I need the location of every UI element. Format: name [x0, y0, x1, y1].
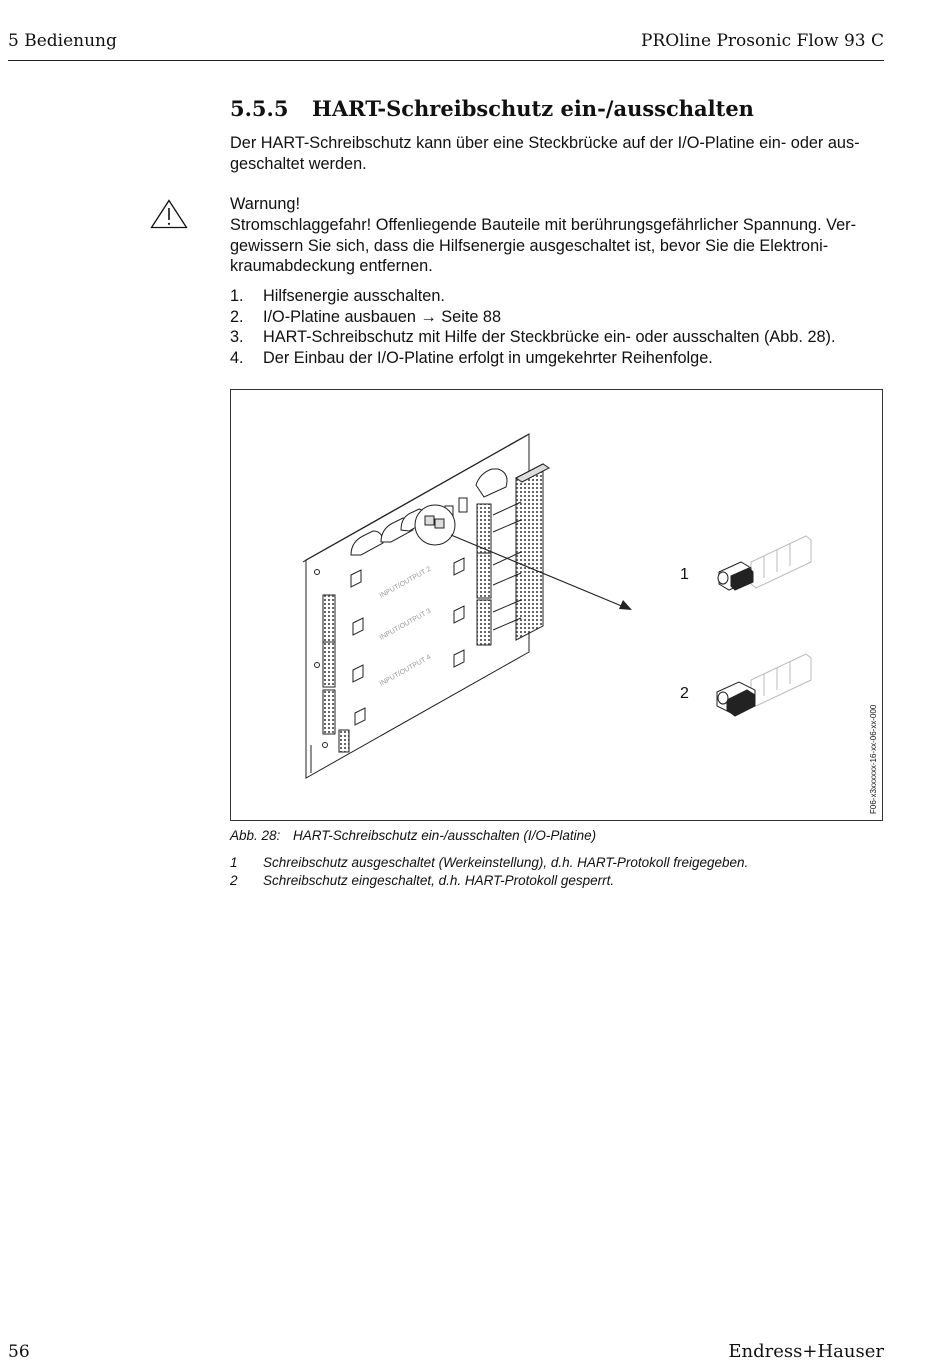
step-item	[230, 307, 890, 328]
figure-legend	[230, 854, 748, 890]
legend-text: Schreibschutz eingeschaltet, d.h. HART-Protokoll gesperrt.	[263, 873, 615, 888]
figure-io-board	[230, 389, 883, 821]
step-item	[230, 286, 890, 307]
header-product: PROline Prosonic Flow 93 C	[641, 31, 884, 51]
warning-title: Warnung!	[230, 195, 300, 213]
step-item	[230, 327, 890, 348]
step-number: 4.	[230, 348, 244, 367]
header-rule	[8, 60, 884, 61]
step-text: HART-Schreibschutz mit Hilfe der Steckbrücke ein- oder ausschalten (Abb. 28).	[263, 328, 836, 346]
step-text: I/O-Platine ausbauen → Seite 88	[263, 307, 502, 326]
figure-label-2: 2	[680, 685, 689, 702]
figure-caption	[230, 828, 596, 843]
section-number: 5.5.5	[230, 96, 289, 121]
steps-list	[230, 286, 890, 368]
legend-number: 1	[230, 855, 238, 870]
jumper-detail-2	[717, 654, 811, 716]
warning-text: Stromschlaggefahr! Offenliegende Bauteile mit berührungsgefährlicher Spannung. Vergewissern Sie sich, dass die Hilfsenergie ausgeschaltet ist, bevor Sie die Elektronikraumabdeckung entfernen.	[230, 216, 857, 275]
step-number: 2.	[230, 307, 244, 326]
intro-paragraph: Der HART-Schreibschutz kann über eine Steckbrücke auf der I/O-Platine ein- oder ausgeschaltet werden.	[230, 134, 860, 173]
legend-text: Schreibschutz ausgeschaltet (Werkeinstellung), d.h. HART-Protokoll freigegeben.	[263, 855, 749, 870]
legend-number: 2	[230, 873, 238, 888]
board-label-io4: INPUT/OUTPUT 4	[378, 653, 433, 688]
jumper-detail-1	[718, 536, 811, 590]
figure-id: F06-x3xxxxxx-16-xx-06-xx-000	[869, 704, 878, 814]
board-label-io2: INPUT/OUTPUT 2	[378, 565, 433, 600]
step-item	[230, 348, 890, 369]
legend-item	[230, 854, 748, 872]
warning-triangle-icon	[150, 199, 188, 229]
header-chapter: 5 Bedienung	[8, 31, 117, 51]
step-text: Hilfsenergie ausschalten.	[263, 287, 445, 305]
brand-logo: Endress+Hauser	[728, 1341, 884, 1362]
figure-label-1: 1	[680, 566, 689, 583]
step-number: 1.	[230, 287, 244, 305]
jumper-highlight	[415, 505, 455, 545]
caption-label: Abb. 28:	[230, 828, 281, 843]
page-number: 56	[8, 1342, 30, 1362]
caption-text: HART-Schreibschutz ein-/ausschalten (I/O-Platine)	[293, 828, 597, 843]
io-board	[303, 434, 549, 778]
legend-item	[230, 872, 748, 890]
io-board-illustration	[231, 390, 884, 822]
step-number: 3.	[230, 328, 244, 346]
board-label-io3: INPUT/OUTPUT 3	[378, 607, 433, 642]
section-title: HART-Schreibschutz ein-/ausschalten	[312, 96, 754, 121]
step-text: Der Einbau der I/O-Platine erfolgt in umgekehrter Reihenfolge.	[263, 348, 713, 367]
